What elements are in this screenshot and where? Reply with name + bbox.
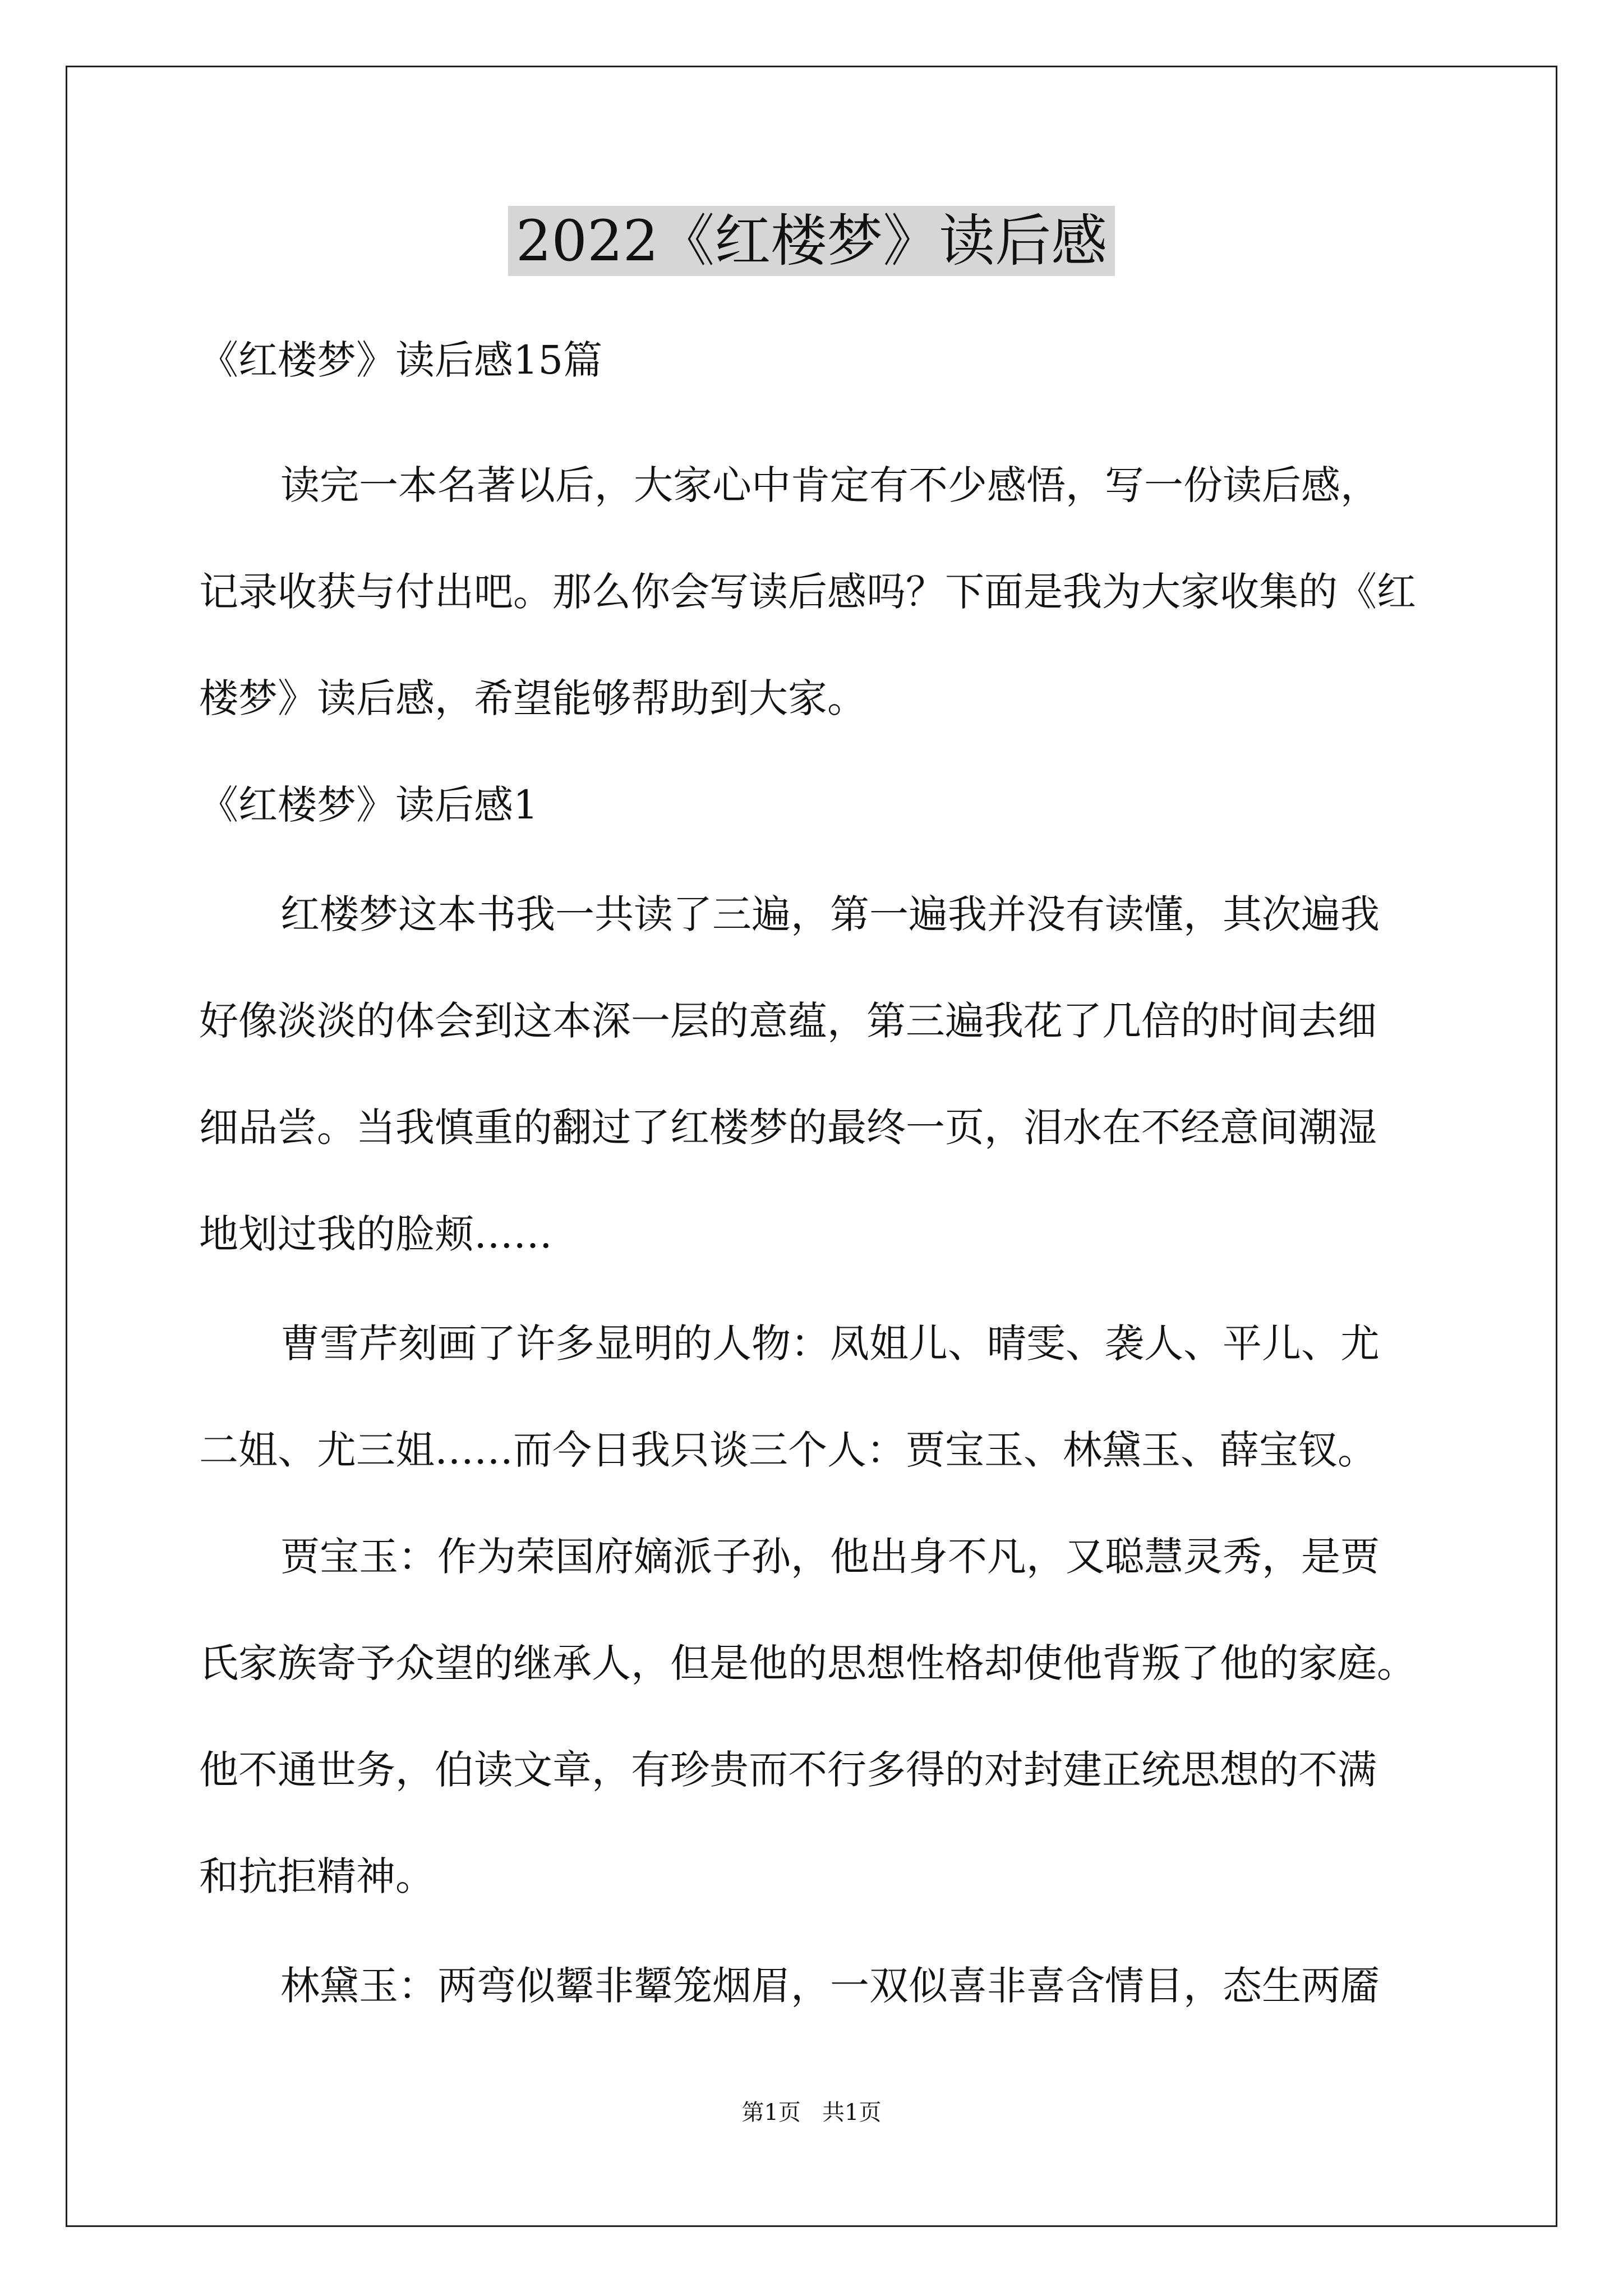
paragraph-line: 和抗拒精神。 — [199, 1853, 435, 1899]
paragraph-line: 曹雪芹刻画了许多显明的人物：凤姐儿、晴雯、袭人、平儿、尤 — [280, 1320, 1380, 1366]
paragraph-line: 二姐、尤三姐……而今日我只谈三个人：贾宝玉、林黛玉、薛宝钗。 — [199, 1427, 1377, 1473]
section-heading: 《红楼梦》读后感15篇 — [199, 337, 603, 383]
paragraph-line: 林黛玉：两弯似颦非颦笼烟眉，一双似喜非喜含情目，态生两靥 — [280, 1963, 1380, 2009]
document-title-text: 2022《红楼梦》读后感 — [508, 206, 1115, 276]
paragraph-line: 红楼梦这本书我一共读了三遍，第一遍我并没有读懂，其次遍我 — [280, 891, 1380, 937]
paragraph-line: 地划过我的脸颊…… — [199, 1211, 552, 1257]
document-title — [0, 202, 1623, 280]
page-number-footer: 第1页 共1页 — [741, 2100, 882, 2125]
paragraph-line: 好像淡淡的体会到这本深一层的意蕴，第三遍我花了几倍的时间去细 — [199, 998, 1377, 1044]
paragraph-line: 贾宝玉：作为荣国府嫡派子孙，他出身不凡，又聪慧灵秀，是贾 — [280, 1534, 1380, 1580]
paragraph-line: 他不通世务，伯读文章，有珍贵而不行多得的对封建正统思想的不满 — [199, 1747, 1377, 1793]
paragraph-line: 读完一本名著以后，大家心中肯定有不少感悟，写一份读后感， — [280, 462, 1380, 508]
section-heading: 《红楼梦》读后感1 — [199, 782, 538, 828]
paragraph-line: 记录收获与付出吧。那么你会写读后感吗？下面是我为大家收集的《红 — [199, 569, 1416, 615]
paragraph-line: 氏家族寄予众望的继承人，但是他的思想性格却使他背叛了他的家庭。 — [199, 1640, 1416, 1686]
paragraph-line: 细品尝。当我慎重的翻过了红楼梦的最终一页，泪水在不经意间潮湿 — [199, 1105, 1377, 1151]
paragraph-line: 楼梦》读后感，希望能够帮助到大家。 — [199, 675, 866, 721]
